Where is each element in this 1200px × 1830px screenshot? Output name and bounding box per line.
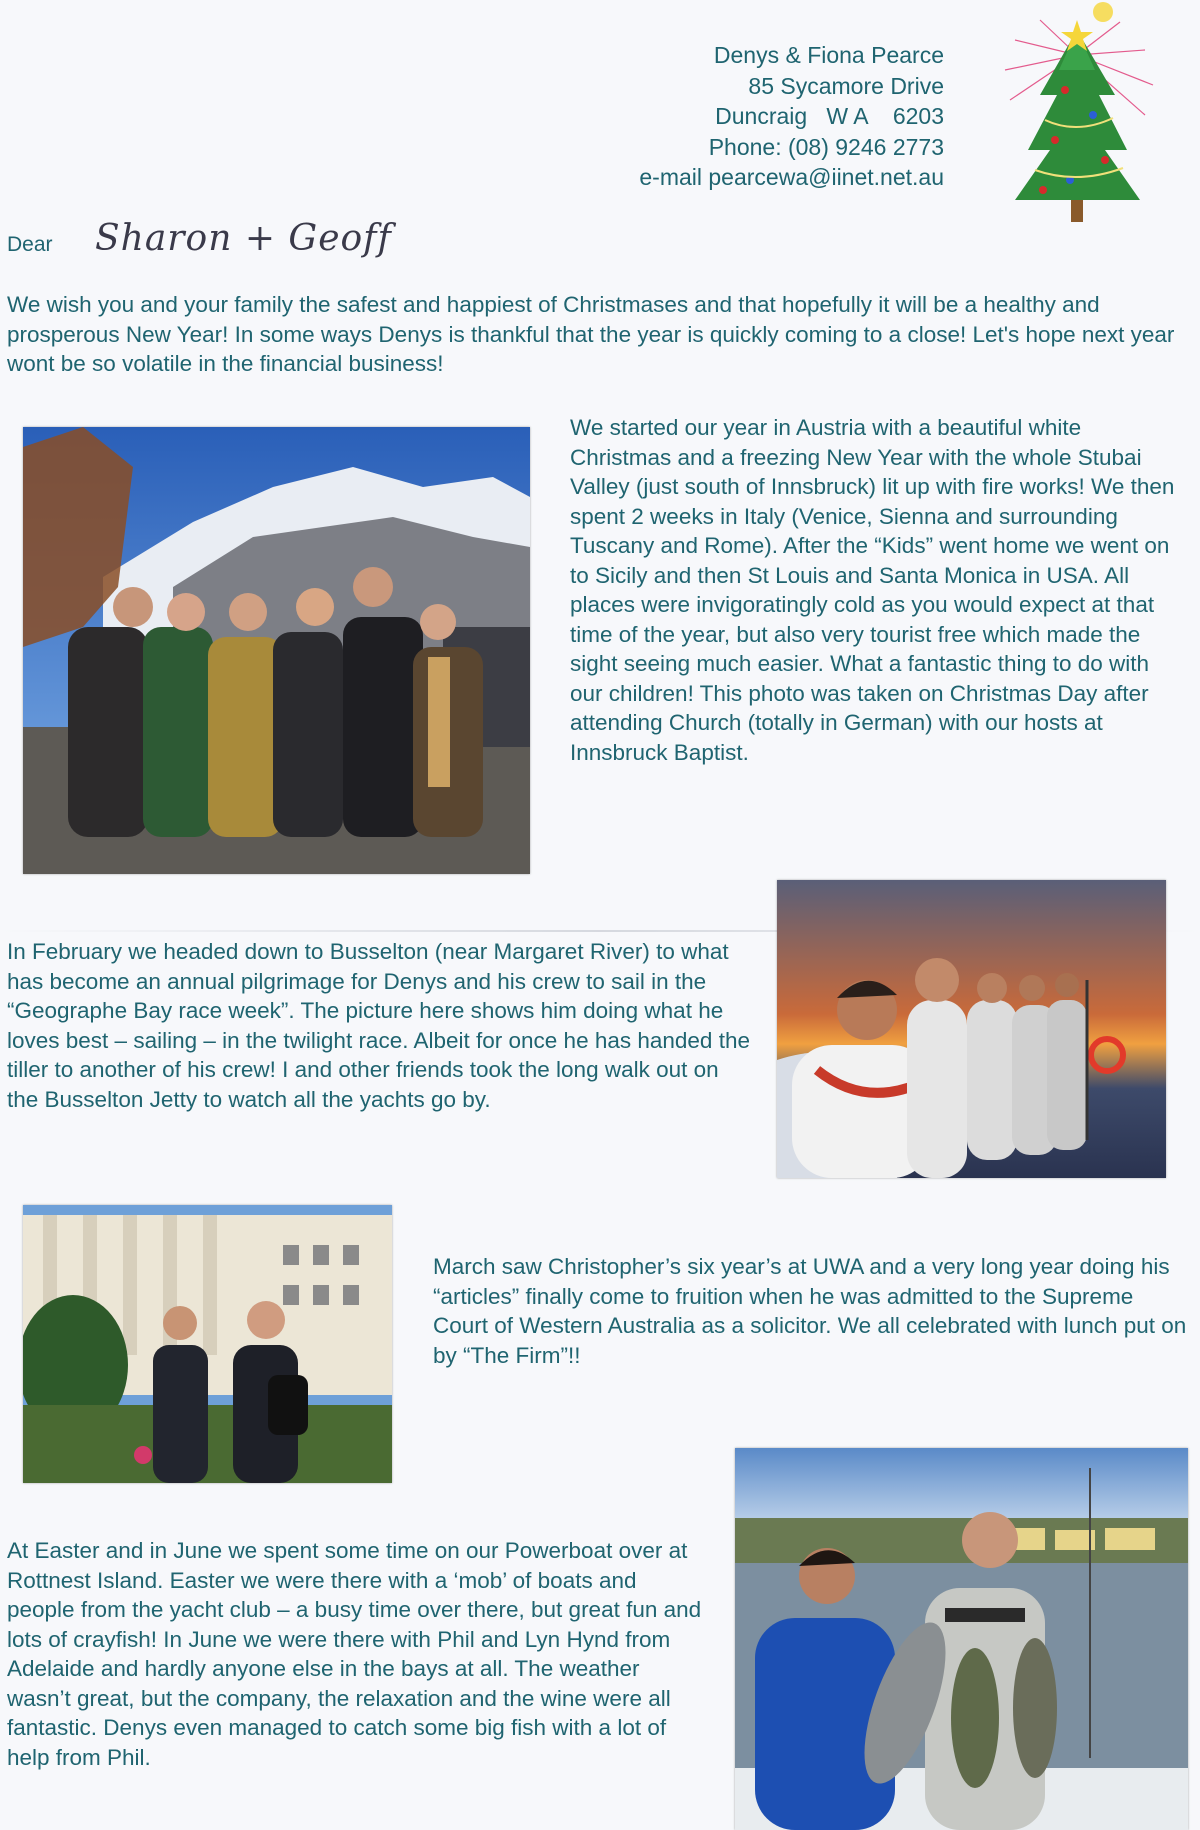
court-admission-photo — [23, 1205, 392, 1483]
handwritten-recipient-name: Sharon + Geoff — [95, 218, 392, 259]
address-line-name: Denys & Fiona Pearce — [713, 42, 944, 68]
austria-paragraph: We started our year in Austria with a beautiful white Christmas and a freezing New Year with the whole Stubai Valley (just south of Innsbruck) lit up with fire works! We then spent 2 weeks in Italy (Venice, Sienna and surrounding Tuscany and Rome). After the “Kids” went home we went on to Sicily and then St Louis and Santa Monica in USA. All places were invigoratingly cold as you would expect at that time of the year, but also very tourist free which made the sight seeing much easier. What a fantastic thing to do with our children! This photo was taken on Christmas Day after attending Church (totally in German) with our hosts at Innsbruck Baptist. — [570, 415, 1175, 765]
easter-paragraph: At Easter and in June we spent some time on our Powerboat over at Rottnest Island. Easter we were there with a ‘mob’ of boats and people from the yacht club – a busy time over there, but great fun and lots of crayfish! In June we were there with Phil and Lyn Hynd from Adelaide and hardly anyone else in the bays at all. The weather wasn’t great, but the company, the relaxation and the wine were all fantastic. Denys even managed to catch some big fish with a lot of help from Phil. — [7, 1538, 702, 1770]
february-paragraph: In February we headed down to Busselton (near Margaret River) to what has become an annual pilgrimage for Denys and his crew to sail in the “Geographe Bay race week”. The picture here shows him doing what he loves best – sailing – in the twilight race. Albeit for once he has handed the tiller to another of his crew! I and other friends took the long walk out on the Busselton Jetty to watch all the yachts go by. — [7, 939, 750, 1112]
address-line-suburb: Duncraig W A 6203 — [715, 103, 944, 129]
address-line-street: 85 Sycamore Drive — [748, 72, 944, 99]
address-line-phone: Phone: (08) 9246 2773 — [708, 133, 944, 160]
family-photo — [23, 427, 530, 874]
address-line-email: e-mail pearcewa@iinet.net.au — [639, 164, 944, 190]
march-paragraph: March saw Christopher’s six year’s at UWA and a very long year doing his “articles” finally come to fruition when he was admitted to the Supreme Court of Western Australia as a solicitor. We all celebrated with lunch put on by “The Firm”!! — [433, 1254, 1187, 1368]
greeting-dear: Dear — [7, 233, 53, 256]
intro-paragraph: We wish you and your family the safest and happiest of Christmases and that hopefully it will be a healthy and prosperous New Year! In some ways Denys is thankful that the year is quickly coming to a close! Let's hope next year wont be so volatile in the financial business! — [7, 292, 1175, 376]
sailing-photo — [777, 880, 1166, 1178]
christmas-tree-icon — [995, 0, 1160, 230]
fishing-photo — [735, 1448, 1188, 1830]
sender-address-block — [639, 40, 944, 193]
